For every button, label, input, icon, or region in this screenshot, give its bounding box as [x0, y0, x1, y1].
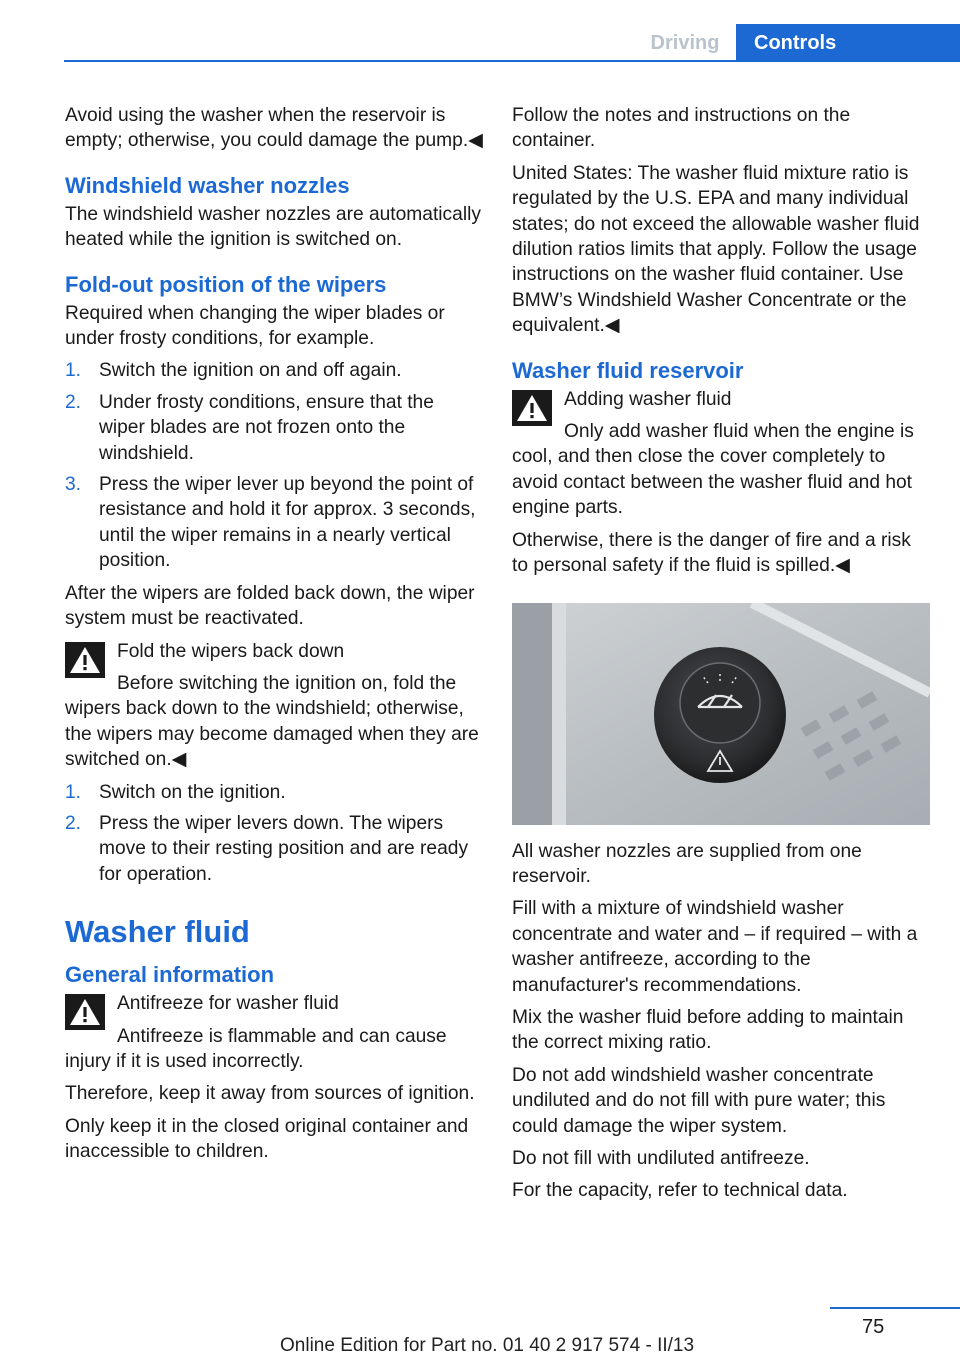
general-info-heading: General information — [65, 962, 275, 988]
capacity-paragraph: For the capacity, refer to technical data. — [512, 1180, 848, 1202]
warning-title: Antifreeze for washer fluid — [117, 993, 339, 1015]
step-number: 2. — [65, 812, 82, 834]
reservoir-cap-photo — [512, 603, 930, 825]
list-item — [65, 811, 483, 887]
list-item — [65, 780, 483, 805]
step-text: Switch the ignition on and off again. — [99, 360, 402, 382]
warning-icon — [512, 390, 552, 426]
page-number: 75 — [862, 1316, 885, 1338]
intro-paragraph: Avoid using the washer when the reservoir is empty; otherwise, you could damage the pump.◀ — [65, 105, 483, 152]
step-number: 2. — [65, 391, 82, 413]
notes-paragraph: Follow the notes and instructions on the container. — [512, 105, 851, 152]
after-fold-paragraph: After the wipers are folded back down, the wiper system must be reactivated. — [65, 582, 475, 630]
warning-block — [65, 639, 483, 773]
footer-rule — [830, 1307, 960, 1309]
step-number: 1. — [65, 781, 82, 803]
warning-block — [512, 387, 930, 521]
left-column — [65, 103, 483, 1172]
keep-away-paragraph: Therefore, keep it away from sources of ignition. — [65, 1083, 475, 1105]
nozzles-paragraph: The windshield washer nozzles are automatically heated while the ignition is switched on. — [65, 203, 481, 251]
no-antifreeze-paragraph: Do not fill with undiluted antifreeze. — [512, 1147, 810, 1169]
warning-text: Before switching the ignition on, fold the wipers back down to the windshield; otherwise, the wipers may become damaged when they are switched on.◀ — [65, 672, 479, 771]
foldout-paragraph: Required when changing the wiper blades or under frosty conditions, for example. — [65, 302, 445, 350]
supplied-paragraph: All washer nozzles are supplied from one reservoir. — [512, 840, 862, 887]
closed-container-paragraph: Only keep it in the closed original container and inaccessible to children. — [65, 1115, 469, 1163]
step-text: Press the wiper lever up beyond the point of resistance and hold it for approx. 3 seconds, until the wiper remains in a nearly vertical position. — [99, 474, 476, 572]
no-concentrate-paragraph: Do not add windshield washer concentrate undiluted and do not fill with pure water; this could damage the wiper system. — [512, 1064, 886, 1137]
list-item — [65, 472, 483, 574]
chapter-tab-controls: Controls — [736, 24, 960, 62]
us-regulation-paragraph: United States: The washer fluid mixture ratio is regulated by the U.S. EPA and many individual states; do not exceed the allowable washer fluid dilution ratios limits that apply. Follow the usage instructions on the washer fluid container. Use BMW’s Windshield Washer Concentrate or the equivalent.◀ — [512, 162, 920, 337]
step-text: Press the wiper levers down. The wipers move to their resting position and are ready for operation. — [99, 812, 469, 885]
reset-steps — [65, 780, 483, 888]
foldout-heading: Fold-out position of the wipers — [65, 271, 387, 297]
reservoir-heading: Washer fluid reservoir — [512, 357, 744, 383]
step-number: 1. — [65, 360, 82, 382]
warning-icon — [65, 642, 105, 678]
warning-text: Only add washer fluid when the engine is cool, and then close the cover completely to avoid contact between the washer fluid and hot engine parts. — [512, 421, 914, 519]
step-text: Switch on the ignition. — [99, 781, 286, 803]
mix-paragraph: Mix the washer fluid before adding to maintain the correct mixing ratio. — [512, 1006, 904, 1054]
header-rule — [64, 60, 960, 62]
warning-title: Fold the wipers back down — [117, 640, 345, 662]
step-number: 3. — [65, 474, 82, 496]
step-text: Under frosty conditions, ensure that the wiper blades are not frozen onto the windshield. — [99, 391, 434, 464]
page-header — [0, 24, 960, 62]
danger-paragraph: Otherwise, there is the danger of fire and a risk to personal safety if the fluid is spilled.◀ — [512, 529, 911, 577]
list-item — [65, 390, 483, 466]
washer-fluid-heading: Washer fluid — [65, 914, 250, 950]
warning-title: Adding washer fluid — [564, 388, 732, 410]
foldout-steps — [65, 358, 483, 573]
warning-block — [65, 991, 483, 1074]
warning-icon — [65, 994, 105, 1030]
right-column — [512, 103, 930, 1211]
warning-text: Antifreeze is flammable and can cause injury if it is used incorrectly. — [65, 1025, 447, 1072]
fill-paragraph: Fill with a mixture of windshield washer concentrate and water and – if required – with a washer antifreeze, according to the manufacturer's recommendations. — [512, 898, 918, 996]
list-item — [65, 358, 483, 383]
nozzles-heading: Windshield washer nozzles — [65, 172, 350, 198]
edition-footer: Online Edition for Part no. 01 40 2 917 574 - II/13 — [280, 1335, 695, 1356]
section-tab-driving: Driving — [636, 24, 734, 62]
